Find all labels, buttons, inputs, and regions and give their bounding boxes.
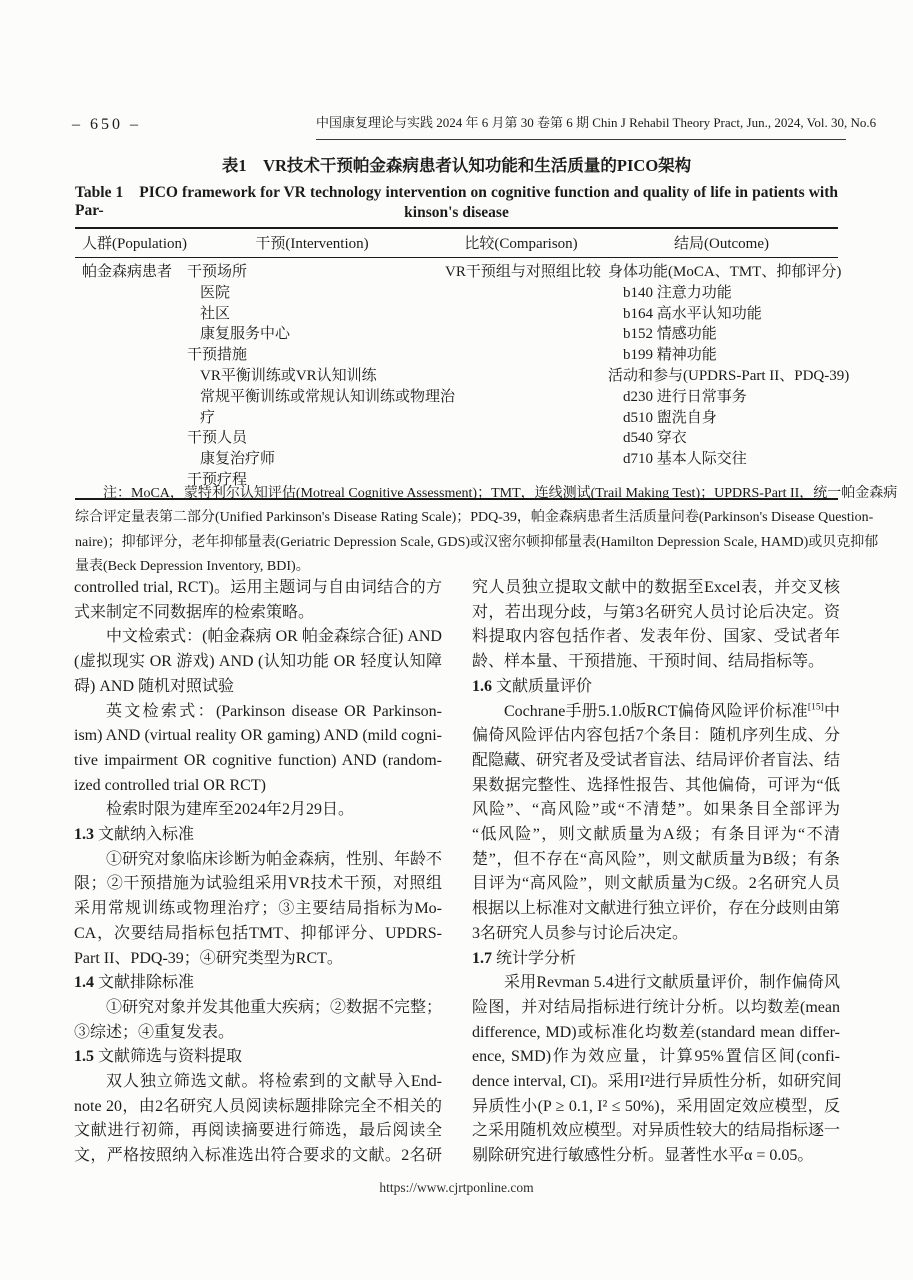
- cell-population: [75, 304, 187, 325]
- section-heading: 1.5 文献筛选与资料提取: [74, 1048, 243, 1066]
- cell-population: [75, 324, 187, 345]
- cell-outcome: b199 精神功能: [623, 347, 717, 364]
- cell-intervention: VR平衡训练或VR认知训练: [200, 367, 377, 384]
- text-line: 配隐藏、研究者及受试者盲法、结局评价者盲法、结: [472, 751, 841, 769]
- text-line: 果数据完整性、选择性报告、其他偏倚，可评为“低: [472, 776, 840, 794]
- page-number: – 650 –: [72, 116, 141, 133]
- cell-intervention: 常规平衡训练或常规认知训练或物理治: [200, 388, 456, 405]
- section-number: 1.7: [472, 949, 492, 967]
- pico-table: [75, 227, 850, 500]
- text-line: 限；②干预措施为试验组采用VR技术干预，对照组: [74, 875, 442, 893]
- text-line: 风险”、“高风险”或“不清楚”。如果条目全部评为: [472, 801, 840, 819]
- cell-comparison: [437, 283, 605, 304]
- cell-comparison: [437, 324, 605, 345]
- text-line: 注：MoCA，蒙特利尔认知评估(Motreal Cognitive Assessment)；TMT，连线测试(Trail Making Test)；UPDRS-Part II，统一帕金森病: [103, 486, 898, 501]
- cell-population: [75, 449, 187, 470]
- cell-intervention: 康复服务中心: [200, 326, 291, 343]
- cell-intervention: 干预人员: [187, 430, 248, 447]
- text-line: 目评为“高风险”，则文献质量为C级。2名研究人员: [472, 875, 840, 893]
- cell-outcome: b140 注意力功能: [623, 284, 732, 301]
- text-line: 3名研究人员参与讨论后决定。: [472, 924, 689, 942]
- cell-outcome: 身体功能(MoCA、TMT、抑郁评分): [608, 264, 842, 280]
- table-row: [75, 387, 838, 408]
- text-line: 剔除研究进行敏感性分析。显著性水平α = 0.05。: [472, 1147, 814, 1165]
- cell-comparison: [437, 366, 605, 387]
- text-line: CA，次要结局指标包括TMT、抑郁评分、UPDRS-: [74, 924, 442, 942]
- table-title-en-line2: kinson's disease: [404, 204, 509, 221]
- text-line: ③综述；④重复发表。: [74, 1023, 235, 1041]
- text-line: 之采用随机效应模型。对异质性较大的结局指标逐一: [472, 1122, 841, 1140]
- text-line: dence interval, CI)。采用I²进行异质性分析，如研究间: [472, 1073, 842, 1091]
- table-header-outcome: 结局(Outcome): [674, 236, 769, 252]
- text-line: 采用Revman 5.4进行文献质量评价，制作偏倚风: [504, 974, 840, 992]
- text-line: 采用常规训练或物理治疗；③主要结局指标为Mo-: [74, 900, 442, 918]
- table-row: [75, 262, 842, 283]
- table-body: [75, 258, 850, 500]
- text-line: 文，严格按照纳入标准选出符合要求的文献。2名研: [74, 1147, 442, 1165]
- reference-superscript: [15]: [807, 702, 824, 713]
- text-line: 检索时限为建库至2024年2月29日。: [106, 801, 355, 819]
- cell-intervention: 社区: [200, 305, 231, 322]
- table-note: [75, 482, 898, 580]
- section-heading: 1.4 文献排除标准: [74, 974, 195, 992]
- cell-comparison: [437, 408, 605, 429]
- text-line: ①研究对象并发其他重大疾病；②数据不完整；: [106, 998, 443, 1016]
- text-line: (虚拟现实 OR 游戏) AND (认知功能 OR 轻度认知障: [74, 653, 442, 671]
- text-line: 龄、样本量、干预措施、干预时间、结局指标等。: [472, 653, 825, 671]
- cell-comparison: [437, 304, 605, 325]
- cell-comparison: [437, 387, 605, 408]
- text-line: 料提取内容包括作者、发表年份、国家、受试者年: [472, 628, 840, 646]
- cell-outcome: b164 高水平认知功能: [623, 305, 762, 322]
- text-line: “低风险”，则文献质量为A级；有条目评为“不清: [472, 826, 840, 844]
- table-header-intervention: 干预(Intervention): [255, 236, 369, 252]
- cell-outcome: 活动和参与(UPDRS-Part II、PDQ-39): [608, 367, 850, 384]
- section-number: 1.6: [472, 677, 492, 695]
- section-heading: 1.7 统计学分析: [472, 949, 577, 967]
- cell-population: [75, 387, 187, 408]
- text-line: Part II、PDQ-39；④研究类型为RCT。: [74, 949, 343, 967]
- table-title-en-line1: Table 1 PICO framework for VR technology intervention on cognitive function and quality of life in patients with Par-: [75, 184, 838, 219]
- cell-outcome: d510 盥洗自身: [623, 409, 717, 426]
- table-header-row: [75, 227, 838, 258]
- text-line: 楚”，但不存在“高风险”，则文献质量为B级；有条: [472, 850, 840, 868]
- cell-comparison: [437, 428, 605, 449]
- section-number: 1.5: [74, 1048, 94, 1066]
- text-line: 究人员独立提取文献中的数据至Excel表，并交叉核: [472, 579, 840, 596]
- cell-intervention: 医院: [200, 284, 231, 301]
- section-heading: 1.3 文献纳入标准: [74, 826, 195, 844]
- cell-intervention: 干预场所: [187, 264, 248, 280]
- cell-population: [75, 283, 187, 304]
- text-line: difference, MD)或标准化均数差(standard mean differ-: [472, 1023, 840, 1041]
- table-row: [75, 408, 838, 429]
- cell-population: 帕金森病患者: [82, 264, 173, 280]
- cell-intervention: 疗: [200, 409, 216, 426]
- text-line: 双人独立筛选文献。将检索到的文献导入End-: [106, 1073, 442, 1091]
- table-row: [75, 449, 838, 470]
- text-line: 险图，并对结局指标进行统计分析。以均数差(mean: [472, 998, 840, 1016]
- text-line: 中文检索式：(帕金森病 OR 帕金森综合征) AND: [106, 628, 442, 646]
- text-line: ism) AND (virtual reality OR gaming) AND (mild cogni-: [74, 727, 442, 745]
- cell-intervention: 干预疗程: [187, 471, 248, 488]
- text-line: Cochrane手册5.1.0版RCT偏倚风险评价标准[15]中: [504, 702, 840, 720]
- text-line: ized controlled trial OR RCT): [74, 776, 266, 794]
- table-row: [75, 283, 838, 304]
- text-line: 综合评定量表第二部分(Unified Parkinson's Disease Rating Scale)；PDQ-39，帕金森病患者生活质量问卷(Parkinson's Disease Question-: [75, 510, 874, 526]
- text-line: naire)；抑郁评分，老年抑郁量表(Geriatric Depression Scale, GDS)或汉密尔顿抑郁量表(Hamilton Depression Scale, HAMD)或贝克抑郁: [75, 534, 879, 550]
- text-line: 偏倚风险评估内容包括7个条目：随机序列生成、分: [472, 727, 840, 745]
- table-title-zh: 表1 VR技术干预帕金森病患者认知功能和生活质量的PICO架构: [221, 156, 692, 175]
- journal-running-head: 中国康复理论与实践 2024 年 6 月第 30 卷第 6 期 Chin J Rehabil Theory Pract, Jun., 2024, Vol. 30, No.6: [316, 112, 846, 140]
- text-line: controlled trial, RCT)。运用主题词与自由词结合的方: [74, 579, 442, 596]
- text-line: ence, SMD)作为效应量，计算95%置信区间(confi-: [472, 1048, 840, 1066]
- cell-population: [75, 428, 187, 449]
- cell-population: [75, 408, 187, 429]
- text-line: note 20，由2名研究人员阅读标题排除完全不相关的: [74, 1097, 442, 1115]
- section-heading: 1.6 文献质量评价: [472, 677, 593, 695]
- section-number: 1.3: [74, 826, 94, 844]
- text-line: ①研究对象临床诊断为帕金森病，性别、年龄不: [106, 850, 443, 868]
- cell-intervention: 干预措施: [187, 347, 248, 364]
- text-line: tive impairment OR cognitive function) AND (random-: [74, 751, 442, 769]
- cell-comparison: [437, 449, 605, 470]
- cell-comparison: [437, 345, 605, 366]
- cell-outcome: d230 进行日常事务: [623, 388, 747, 405]
- text-line: 量表(Beck Depression Inventory, BDI)。: [75, 559, 310, 575]
- table-row: [75, 324, 838, 345]
- text-line: 文献进行初筛，再阅读摘要进行筛选，最后阅读全: [74, 1122, 442, 1140]
- cell-comparison: VR干预组与对照组比较: [445, 264, 601, 280]
- table-row: [75, 345, 838, 366]
- text-line: 英文检索式：(Parkinson disease OR Parkinson-: [106, 702, 442, 720]
- table-header-population: 人群(Population): [82, 236, 187, 252]
- cell-intervention: 康复治疗师: [200, 451, 276, 468]
- cell-population: [75, 366, 187, 387]
- body-column-right: [472, 576, 840, 1169]
- table-row: [75, 304, 838, 325]
- body-column-left: [74, 576, 442, 1169]
- text-line: 对，若出现分歧，与第3名研究人员讨论后决定。资: [472, 603, 840, 621]
- text-line: 碍) AND 随机对照试验: [74, 677, 234, 695]
- text-line: 式来制定不同数据库的检索策略。: [74, 603, 315, 621]
- cell-outcome: d540 穿衣: [623, 430, 687, 447]
- table-row: [75, 366, 850, 387]
- text-line: 异质性小(P ≥ 0.1, I² ≤ 50%)，采用固定效应模型，反: [472, 1097, 840, 1115]
- footer-url: https://www.cjrtponline.com: [379, 1180, 534, 1195]
- table-row: [75, 428, 838, 449]
- text-line: 根据以上标准对文献进行独立评价，存在分歧则由第: [472, 900, 841, 918]
- cell-outcome: d710 基本人际交往: [623, 451, 747, 468]
- section-number: 1.4: [74, 974, 94, 992]
- cell-population: [75, 345, 187, 366]
- table-header-comparison: 比较(Comparison): [464, 236, 578, 252]
- cell-outcome: b152 情感功能: [623, 326, 717, 343]
